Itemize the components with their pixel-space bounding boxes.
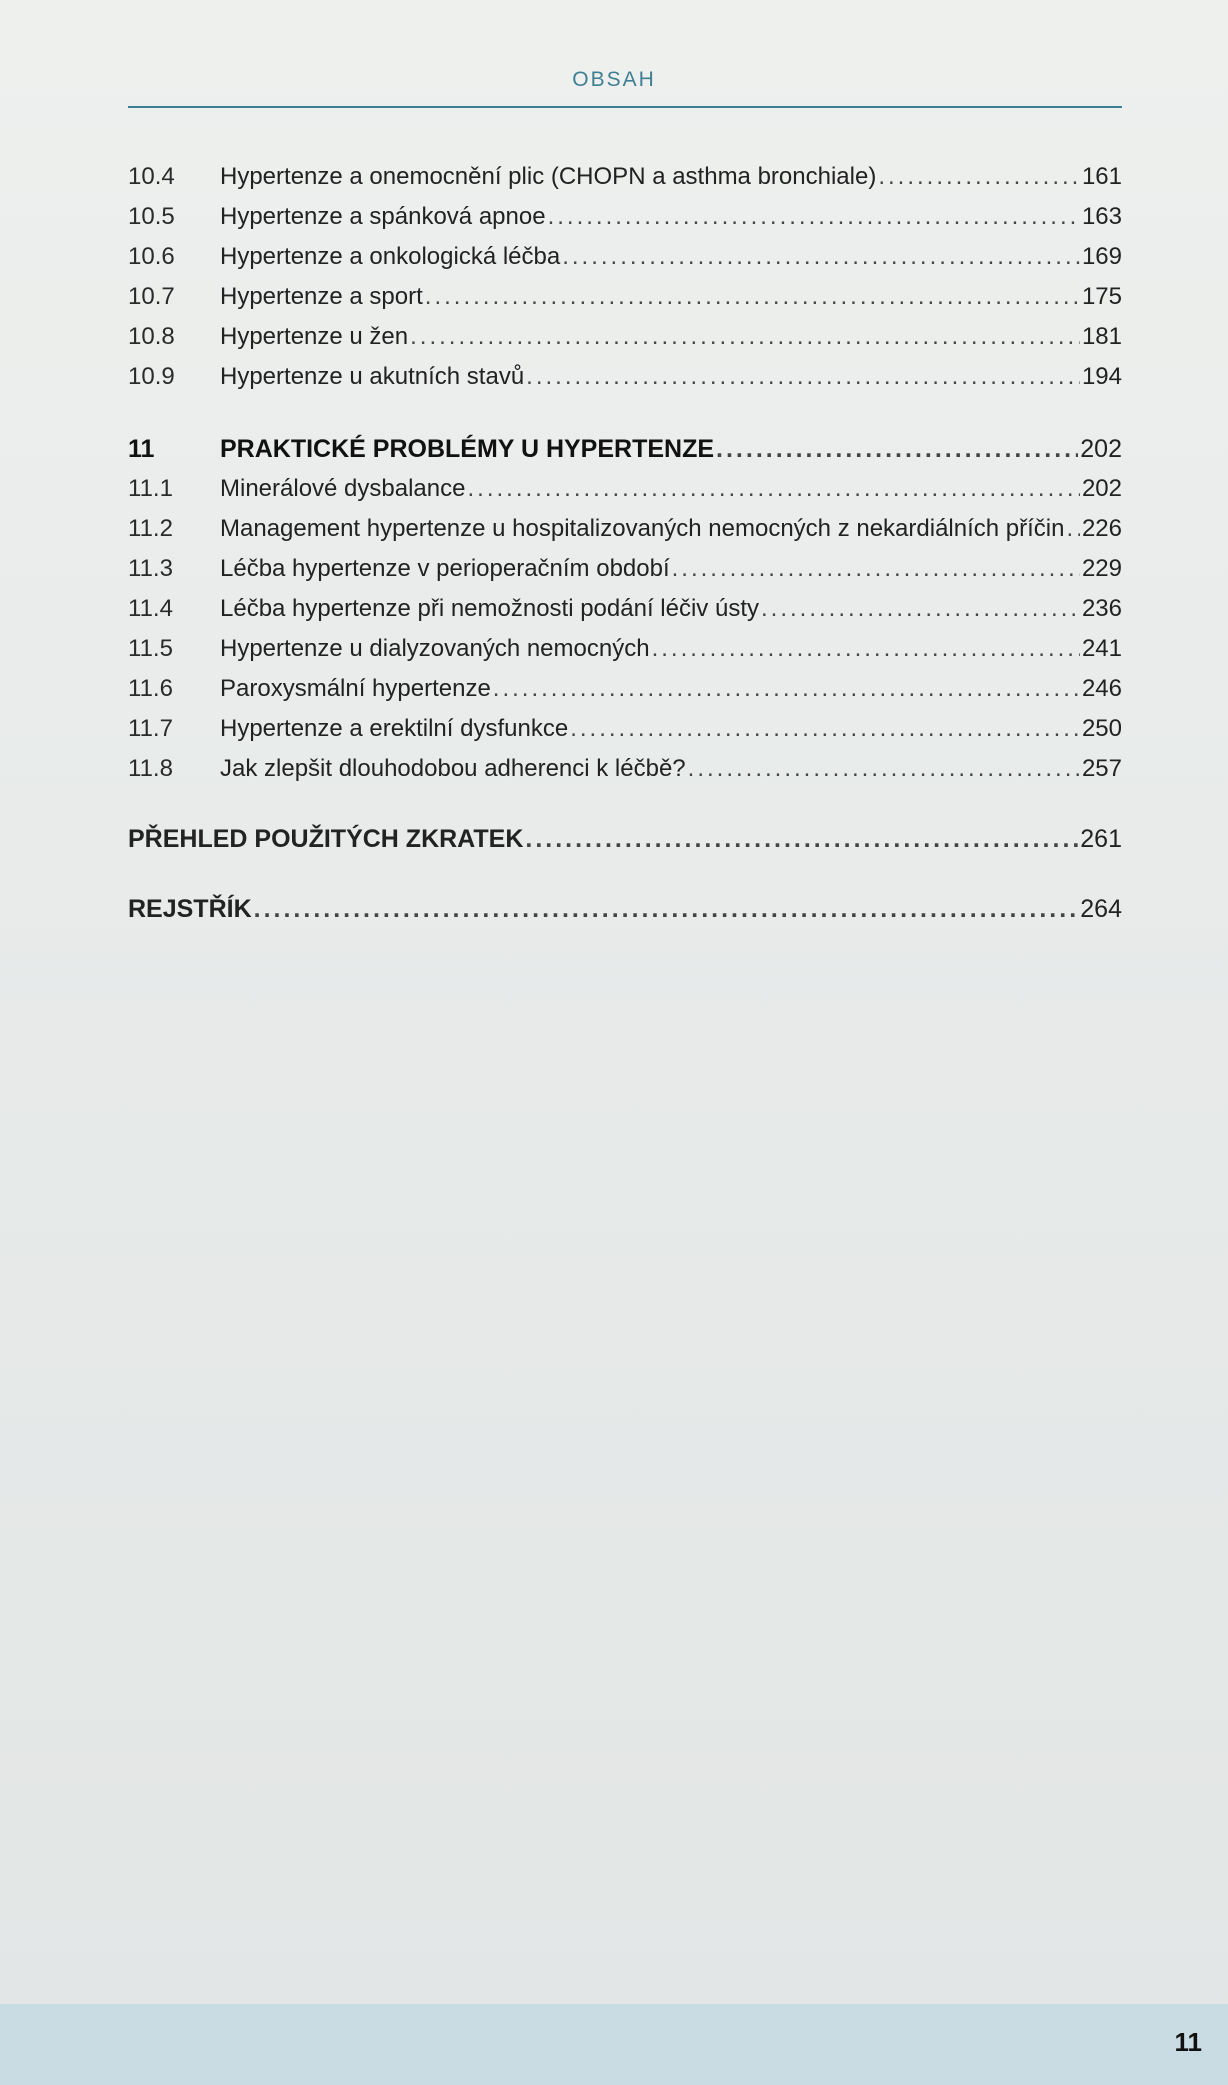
entry-title: Léčba hypertenze při nemožnosti podání léčiv ústy <box>220 595 759 622</box>
entry-number: 10.6 <box>128 243 175 270</box>
entry-number: 11.4 <box>128 595 173 622</box>
entry-title: Paroxysmální hypertenze <box>220 675 491 702</box>
chapter-number: 11 <box>128 435 155 463</box>
toc-entry-11-6[interactable] <box>128 672 1122 706</box>
entry-page: 250 <box>1081 715 1122 742</box>
entry-page: 229 <box>1081 555 1122 582</box>
entry-title: Hypertenze a spánková apnoe <box>220 203 546 230</box>
entry-title: PŘEHLED POUŽITÝCH ZKRATEK <box>128 825 524 853</box>
dot-leader <box>493 672 1080 706</box>
footer-band <box>0 2004 1228 2085</box>
dot-leader <box>467 472 1079 506</box>
entry-page: 236 <box>1081 595 1122 622</box>
running-head: OBSAH <box>572 68 656 91</box>
dot-leader <box>652 632 1080 666</box>
entry-number: 11.2 <box>128 515 173 542</box>
entry-number: 10.4 <box>128 163 175 190</box>
entry-page: 175 <box>1081 283 1122 310</box>
entry-title: Hypertenze a onkologická léčba <box>220 243 561 270</box>
toc-entry-10-4[interactable] <box>128 160 1122 194</box>
dot-leader <box>878 160 1080 194</box>
toc-entry-10-8[interactable] <box>128 320 1122 354</box>
entry-number: 11.7 <box>128 715 173 742</box>
entry-page: 169 <box>1081 243 1122 270</box>
entry-title: Management hypertenze u hospitalizovaných nemocných z nekardiálních příčin <box>220 515 1065 542</box>
entry-title: Léčba hypertenze v perioperačním období <box>220 555 670 582</box>
entry-title: Hypertenze u akutních stavů <box>220 363 525 390</box>
entry-page: 181 <box>1081 323 1122 350</box>
entry-page: 163 <box>1081 203 1122 230</box>
toc-entry-10-6[interactable] <box>128 240 1122 274</box>
dot-leader <box>570 712 1080 746</box>
entry-page: 264 <box>1080 895 1122 923</box>
toc-entry-11-8[interactable] <box>128 752 1122 786</box>
header-rule <box>128 106 1122 108</box>
page-number: 11 <box>1174 2027 1202 2057</box>
toc-entry-10-5[interactable] <box>128 200 1122 234</box>
entry-page: 226 <box>1081 515 1122 542</box>
entry-page: 194 <box>1081 363 1122 390</box>
entry-title: Jak zlepšit dlouhodobou adherenci k léčbě? <box>220 755 686 782</box>
entry-title: Hypertenze u žen <box>220 323 409 350</box>
dot-leader <box>761 592 1080 626</box>
entry-number: 11.8 <box>128 755 173 782</box>
dot-leader <box>716 432 1078 466</box>
entry-number: 10.5 <box>128 203 175 230</box>
toc-entry-10-9[interactable] <box>128 360 1122 394</box>
dot-leader <box>526 360 1080 394</box>
entry-number: 11.6 <box>128 675 173 702</box>
entry-page: 161 <box>1081 163 1122 190</box>
entry-number: 10.7 <box>128 283 175 310</box>
entry-number: 10.8 <box>128 323 175 350</box>
dot-leader <box>425 280 1080 314</box>
toc-entry-abbreviations[interactable] <box>128 822 1122 856</box>
entry-title: Hypertenze a onemocnění plic (CHOPN a asthma bronchiale) <box>220 163 877 190</box>
entry-title: Hypertenze u dialyzovaných nemocných <box>220 635 650 662</box>
toc-entry-index[interactable] <box>128 892 1122 926</box>
entry-title: Hypertenze a erektilní dysfunkce <box>220 715 569 742</box>
entry-number: 11.3 <box>128 555 173 582</box>
entry-page: 202 <box>1081 475 1122 502</box>
toc-chapter-11[interactable] <box>128 432 1122 466</box>
dot-leader <box>1066 512 1079 546</box>
dot-leader <box>562 240 1080 274</box>
entry-page: 246 <box>1081 675 1122 702</box>
toc-entry-11-1[interactable] <box>128 472 1122 506</box>
dot-leader <box>254 892 1079 926</box>
toc-entry-11-5[interactable] <box>128 632 1122 666</box>
dot-leader <box>525 822 1078 856</box>
chapter-title: PRAKTICKÉ PROBLÉMY U HYPERTENZE <box>220 435 715 463</box>
entry-number: 11.5 <box>128 635 173 662</box>
dot-leader <box>410 320 1080 354</box>
entry-page: 261 <box>1080 825 1122 853</box>
toc-entry-11-4[interactable] <box>128 592 1122 626</box>
chapter-page: 202 <box>1080 435 1122 463</box>
toc-entry-10-7[interactable] <box>128 280 1122 314</box>
entry-page: 241 <box>1081 635 1122 662</box>
dot-leader <box>548 200 1080 234</box>
entry-page: 257 <box>1081 755 1122 782</box>
entry-title: REJSTŘÍK <box>128 895 252 923</box>
toc-entry-11-2[interactable] <box>128 512 1122 546</box>
dot-leader <box>672 552 1080 586</box>
dot-leader <box>688 752 1080 786</box>
entry-number: 11.1 <box>128 475 173 502</box>
toc-entry-11-7[interactable] <box>128 712 1122 746</box>
entry-title: Minerálové dysbalance <box>220 475 466 502</box>
entry-number: 10.9 <box>128 363 175 390</box>
toc-entry-11-3[interactable] <box>128 552 1122 586</box>
entry-title: Hypertenze a sport <box>220 283 423 310</box>
